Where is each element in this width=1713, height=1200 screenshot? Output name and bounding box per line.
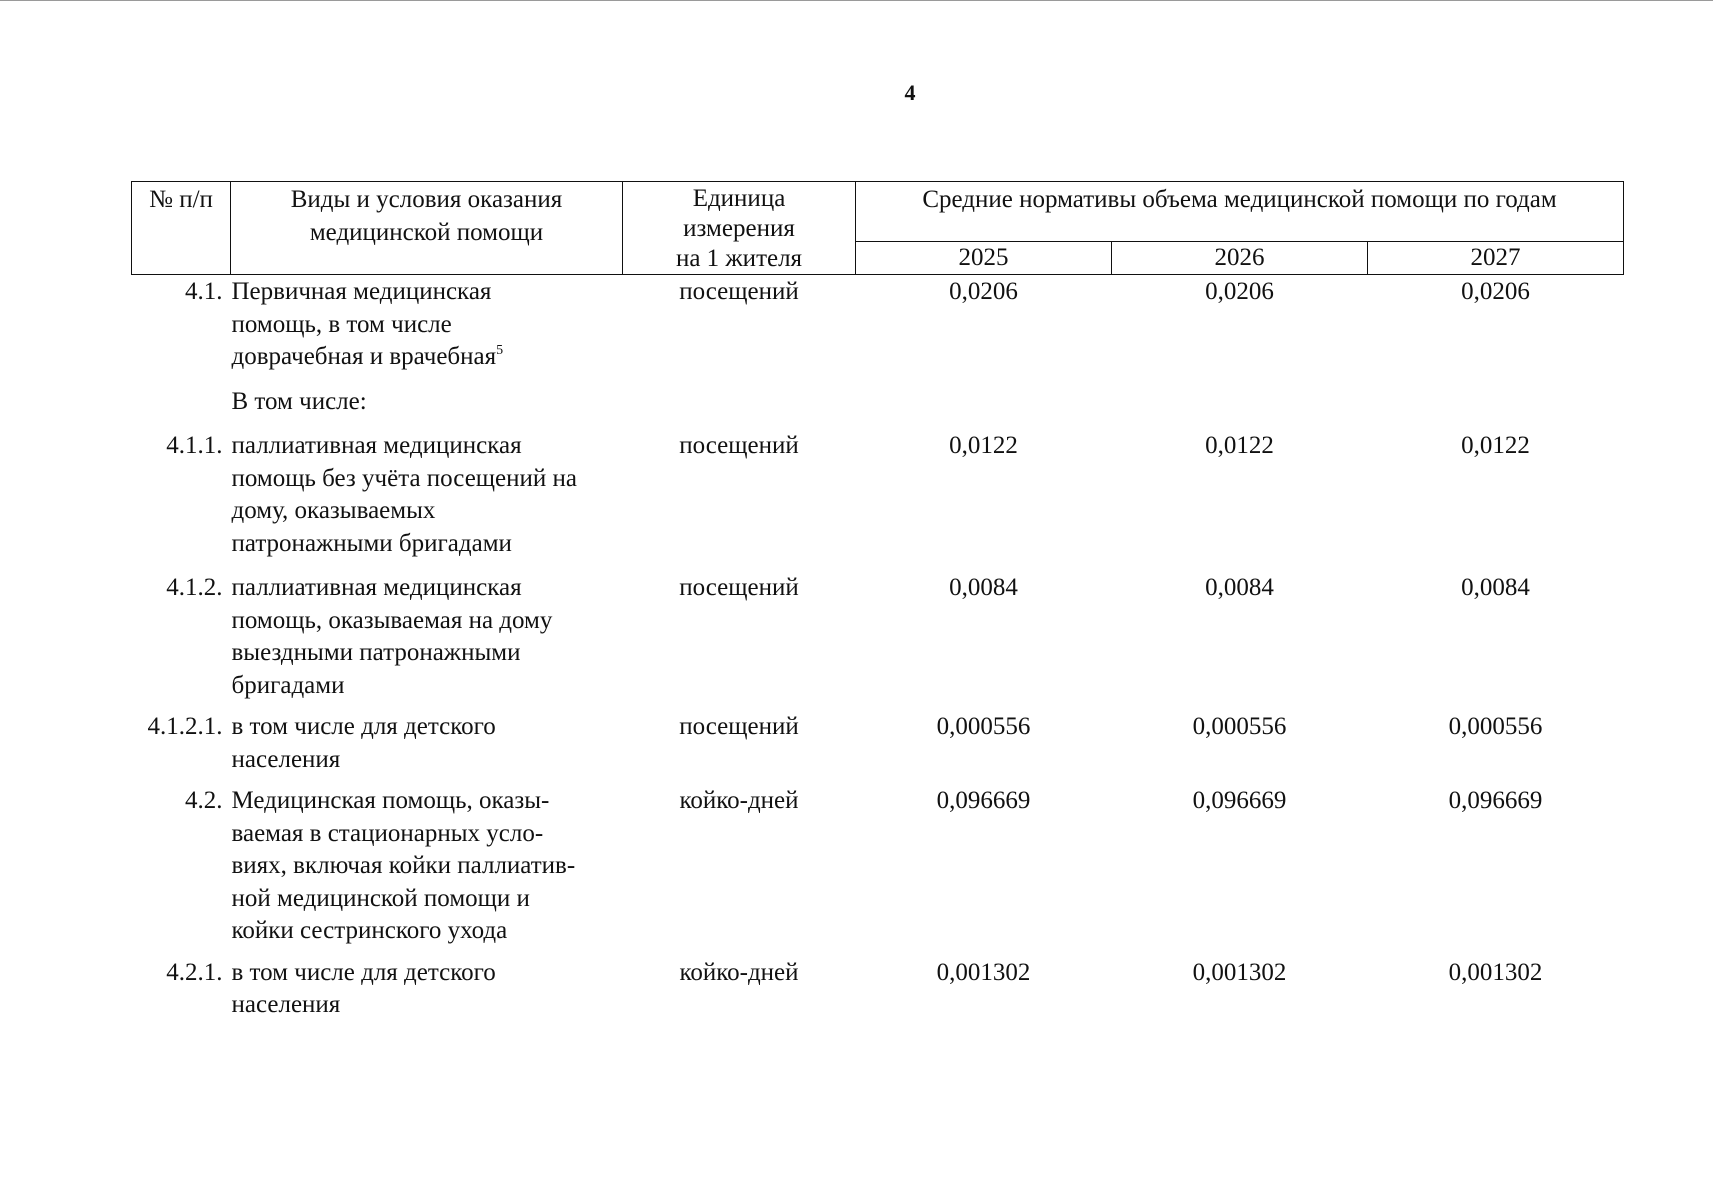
row-unit: посещений: [679, 432, 799, 459]
row-unit: посещений: [679, 574, 799, 601]
row-kind-line: Медицинская помощь, оказы-: [231, 787, 550, 814]
row-kind-line: дому, оказываемых: [231, 497, 436, 524]
value-2026: 0,000556: [1192, 713, 1287, 740]
row-unit: койко-дней: [679, 958, 799, 986]
row-kind-line: патронажными бригадами: [231, 529, 512, 557]
row-number: 4.1.1.: [166, 432, 223, 459]
value-2025: [856, 386, 1112, 431]
row-unit: койко-дней: [679, 787, 799, 814]
value-2027: 0,001302: [1448, 958, 1543, 986]
row-kind-line: Первичная медицинская: [231, 278, 492, 305]
table-row: [132, 430, 1624, 572]
header-unit-line: измерения: [683, 215, 795, 242]
row-kind-line: помощь, оказываемая на дому: [231, 606, 553, 634]
value-2025: 0,0206: [949, 278, 1018, 305]
value-2027: 0,096669: [1448, 787, 1543, 814]
row-kind-line: В том числе:: [231, 387, 367, 415]
footnote-marker: 5: [496, 343, 504, 358]
value-2026: [1112, 386, 1368, 431]
row-kind-line: выездными патронажными: [231, 639, 521, 666]
row-kind: [231, 785, 623, 957]
value-2025: 0,000556: [936, 713, 1031, 740]
header-year-2027: 2027: [1368, 241, 1624, 274]
header-kind-line: медицинской помощи: [309, 218, 544, 246]
header-num: № п/п: [132, 182, 231, 275]
table-body: [132, 275, 1624, 1022]
row-kind-line: паллиативная медицинская: [231, 432, 522, 459]
row-kind: [231, 386, 623, 431]
value-2026: 0,096669: [1192, 787, 1287, 814]
row-kind-line: помощь, в том числе: [231, 310, 452, 338]
row-number: 4.2.: [185, 787, 223, 814]
row-kind-line: в том числе для детского: [231, 713, 496, 740]
value-2025: 0,0122: [949, 432, 1018, 459]
header-year-2025: 2025: [856, 241, 1112, 274]
value-2025: 0,0084: [949, 574, 1018, 601]
row-unit: посещений: [679, 713, 799, 740]
table-row: [132, 386, 1624, 431]
value-2025: 0,096669: [936, 787, 1031, 814]
table-header: [132, 182, 1624, 275]
header-unit-line: на 1 жителя: [675, 245, 803, 272]
row-kind-line: населения: [231, 745, 341, 773]
header-kind: [231, 182, 623, 275]
row-kind-line: в том числе для детского: [231, 958, 496, 986]
header-kind-line: Виды и условия оказания: [290, 186, 563, 213]
row-kind: [231, 957, 623, 1022]
row-kind-line: койки сестринского ухода: [231, 917, 508, 944]
row-kind: [231, 711, 623, 785]
value-2026: 0,001302: [1192, 958, 1287, 986]
row-kind-line: бригадами: [231, 671, 345, 699]
row-kind-line: виях, включая койки паллиатив-: [231, 852, 576, 879]
page-number: 4: [904, 80, 916, 105]
row-kind-text: доврачебная и врачебная: [231, 343, 497, 370]
row-unit: посещений: [679, 278, 799, 305]
row-kind: [231, 275, 623, 386]
table-row: [132, 572, 1624, 711]
row-number: 4.1.2.: [166, 574, 223, 601]
standards-table: [131, 181, 1624, 1022]
row-number: 4.1.: [185, 278, 223, 305]
value-2026: 0,0122: [1205, 432, 1274, 459]
row-kind-line: паллиативная медицинская: [231, 574, 522, 601]
table-row: [132, 957, 1624, 1022]
row-kind: [231, 430, 623, 572]
row-number: 4.1.2.1.: [147, 713, 223, 740]
row-unit: [623, 386, 856, 431]
table-row: [132, 785, 1624, 957]
table-row: [132, 711, 1624, 785]
row-kind-line: ной медицинской помощи и: [231, 884, 530, 912]
value-2027: 0,000556: [1448, 713, 1543, 740]
row-kind-line: помощь без учёта посещений на: [231, 464, 577, 492]
value-2027: 0,0084: [1461, 574, 1530, 601]
value-2027: 0,0122: [1461, 432, 1530, 459]
row-kind-line: ваемая в стационарных усло-: [231, 819, 544, 847]
row-kind: [231, 572, 623, 711]
header-unit: [623, 182, 856, 275]
value-2026: 0,0084: [1205, 574, 1274, 601]
header-year-2026: 2026: [1112, 241, 1368, 274]
row-kind-line: [232, 341, 619, 374]
value-2027: [1368, 386, 1624, 431]
row-number: [132, 386, 231, 431]
value-2026: 0,0206: [1205, 278, 1274, 305]
table-row: [132, 275, 1624, 386]
row-number: 4.2.1.: [166, 958, 223, 986]
value-2025: 0,001302: [936, 958, 1031, 986]
header-group: Средние нормативы объема медицинской помощи по годам: [856, 182, 1624, 242]
value-2027: 0,0206: [1461, 278, 1530, 305]
row-kind-line: населения: [231, 991, 341, 1018]
header-unit-line: Единица: [692, 185, 786, 212]
page-top-rule: [0, 0, 1713, 1]
